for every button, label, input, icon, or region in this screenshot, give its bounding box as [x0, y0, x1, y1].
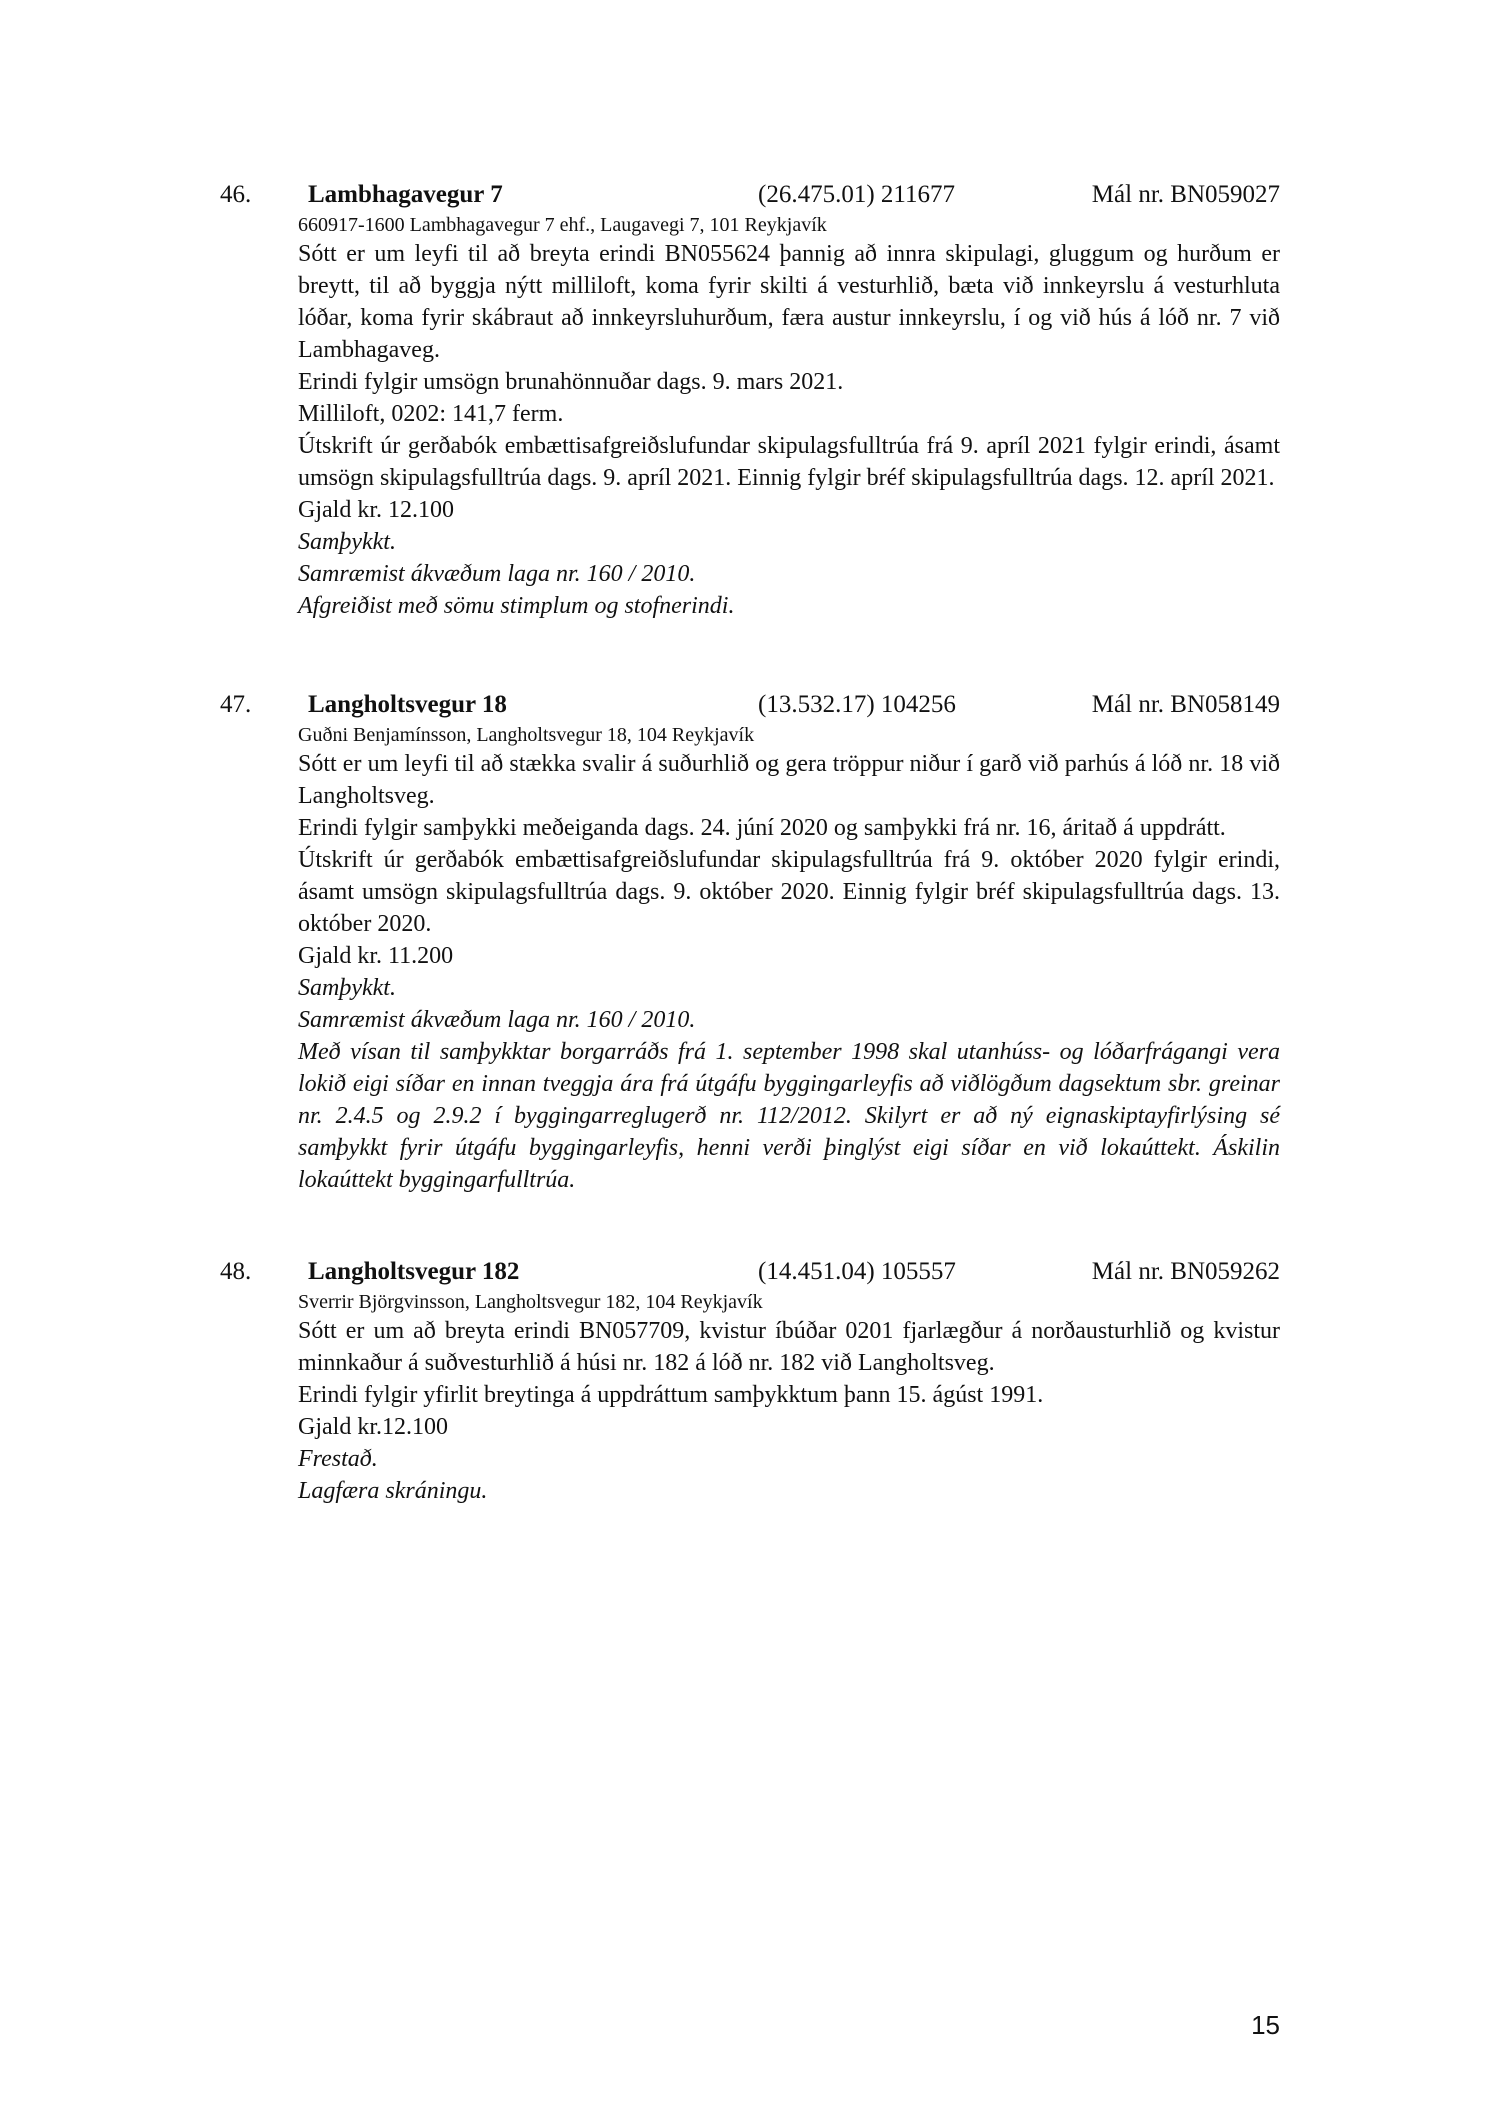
item-case-number: Mál nr. BN059262 [1091, 1258, 1280, 1285]
item-case-number: Mál nr. BN059027 [1091, 181, 1280, 208]
item-body [298, 722, 1280, 1196]
item-decision-note: Samræmist ákvæðum laga nr. 160 / 2010. [298, 1007, 696, 1033]
item-applicant: Guðni Benjamínsson, Langholtsvegur 18, 104 Reykjavík [298, 724, 755, 746]
item-decision-note: Afgreiðist með sömu stimplum og stofnerindi. [298, 593, 735, 619]
item-paragraph: Útskrift úr gerðabók embættisafgreiðslufundar skipulagsfulltrúa frá 9. apríl 2021 fylgir erindi, ásamt umsögn skipulagsfulltrúa dags. 9. apríl 2021. Einnig fylgir bréf skipulagsfulltrúa dags. 12. apríl 2021. [298, 433, 1280, 491]
item-paragraph: Sótt er um leyfi til að stækka svalir á suðurhlið og gera tröppur niður í garð við parhús á lóð nr. 18 við Langholtsveg. [298, 751, 1280, 809]
item-header [220, 1255, 1280, 1289]
item-applicant: Sverrir Björgvinsson, Langholtsvegur 182, 104 Reykjavík [298, 1291, 763, 1313]
item-case-number: Mál nr. BN058149 [1091, 691, 1280, 718]
item-header [220, 178, 1280, 212]
item-fee: Gjald kr.12.100 [298, 1414, 448, 1440]
item-decision-note: Samræmist ákvæðum laga nr. 160 / 2010. [298, 561, 696, 587]
item-fee: Gjald kr. 11.200 [298, 943, 454, 969]
item-number: 47. [220, 691, 252, 718]
agenda-item-46 [220, 178, 1280, 622]
item-fee: Gjald kr. 12.100 [298, 497, 454, 523]
item-decision: Samþykkt. [298, 975, 396, 1001]
item-address: Lambhagavegur 7 [308, 181, 503, 208]
item-decision: Samþykkt. [298, 529, 396, 555]
page-number: 15 [1251, 2010, 1280, 2040]
item-property-reference: (13.532.17) 104256 [758, 691, 956, 718]
item-paragraph: Erindi fylgir umsögn brunahönnuðar dags. 9. mars 2021. [298, 369, 844, 395]
item-number: 46. [220, 181, 252, 208]
item-body [298, 1289, 1280, 1507]
agenda-item-47 [220, 688, 1280, 1196]
item-property-reference: (26.475.01) 211677 [758, 181, 955, 208]
agenda-item-48 [220, 1255, 1280, 1507]
item-number: 48. [220, 1258, 252, 1285]
item-paragraph: Útskrift úr gerðabók embættisafgreiðslufundar skipulagsfulltrúa frá 9. október 2020 fylgir erindi, ásamt umsögn skipulagsfulltrúa dags. 9. október 2020. Einnig fylgir bréf skipulagsfulltrúa dags. 13. október 2020. [298, 847, 1280, 937]
item-paragraph: Milliloft, 0202: 141,7 ferm. [298, 401, 564, 427]
item-decision: Frestað. [298, 1446, 378, 1472]
item-address: Langholtsvegur 182 [308, 1258, 520, 1285]
item-paragraph: Sótt er um leyfi til að breyta erindi BN055624 þannig að innra skipulagi, gluggum og hurðum er breytt, til að byggja nýtt milliloft, koma fyrir skilti á vesturhlið, bæta við innkeyrslu á vesturhluta lóðar, koma fyrir skábraut að innkeyrsluhurðum, færa austur innkeyrslu, í og við hús á lóð nr. 7 við Lambhagaveg. [298, 241, 1280, 363]
item-decision-note: Með vísan til samþykktar borgarráðs frá 1. september 1998 skal utanhúss- og lóðarfrágangi vera lokið eigi síðar en innan tveggja ára frá útgáfu byggingarleyfis að viðlögðum dagsektum sbr. greinar nr. 2.4.5 og 2.9.2 í byggingarreglugerð nr. 112/2012. Skilyrt er að ný eignaskiptayfirlýsing sé samþykkt fyrir útgáfu byggingarleyfis, henni verði þinglýst eigi síðar en við lokaúttekt. Áskilin lokaúttekt byggingarfulltrúa. [298, 1039, 1280, 1193]
item-paragraph: Erindi fylgir yfirlit breytinga á uppdráttum samþykktum þann 15. ágúst 1991. [298, 1382, 1044, 1408]
item-decision-note: Lagfæra skráningu. [298, 1478, 488, 1504]
item-header [220, 688, 1280, 722]
item-property-reference: (14.451.04) 105557 [758, 1258, 956, 1285]
item-body [298, 212, 1280, 622]
item-applicant: 660917-1600 Lambhagavegur 7 ehf., Laugavegi 7, 101 Reykjavík [298, 214, 827, 236]
item-paragraph: Sótt er um að breyta erindi BN057709, kvistur íbúðar 0201 fjarlægður á norðausturhlið og kvistur minnkaður á suðvesturhlið á húsi nr. 182 á lóð nr. 182 við Langholtsveg. [298, 1318, 1280, 1376]
item-address: Langholtsvegur 18 [308, 691, 507, 718]
item-paragraph: Erindi fylgir samþykki meðeiganda dags. 24. júní 2020 og samþykki frá nr. 16, áritað á uppdrátt. [298, 815, 1226, 841]
